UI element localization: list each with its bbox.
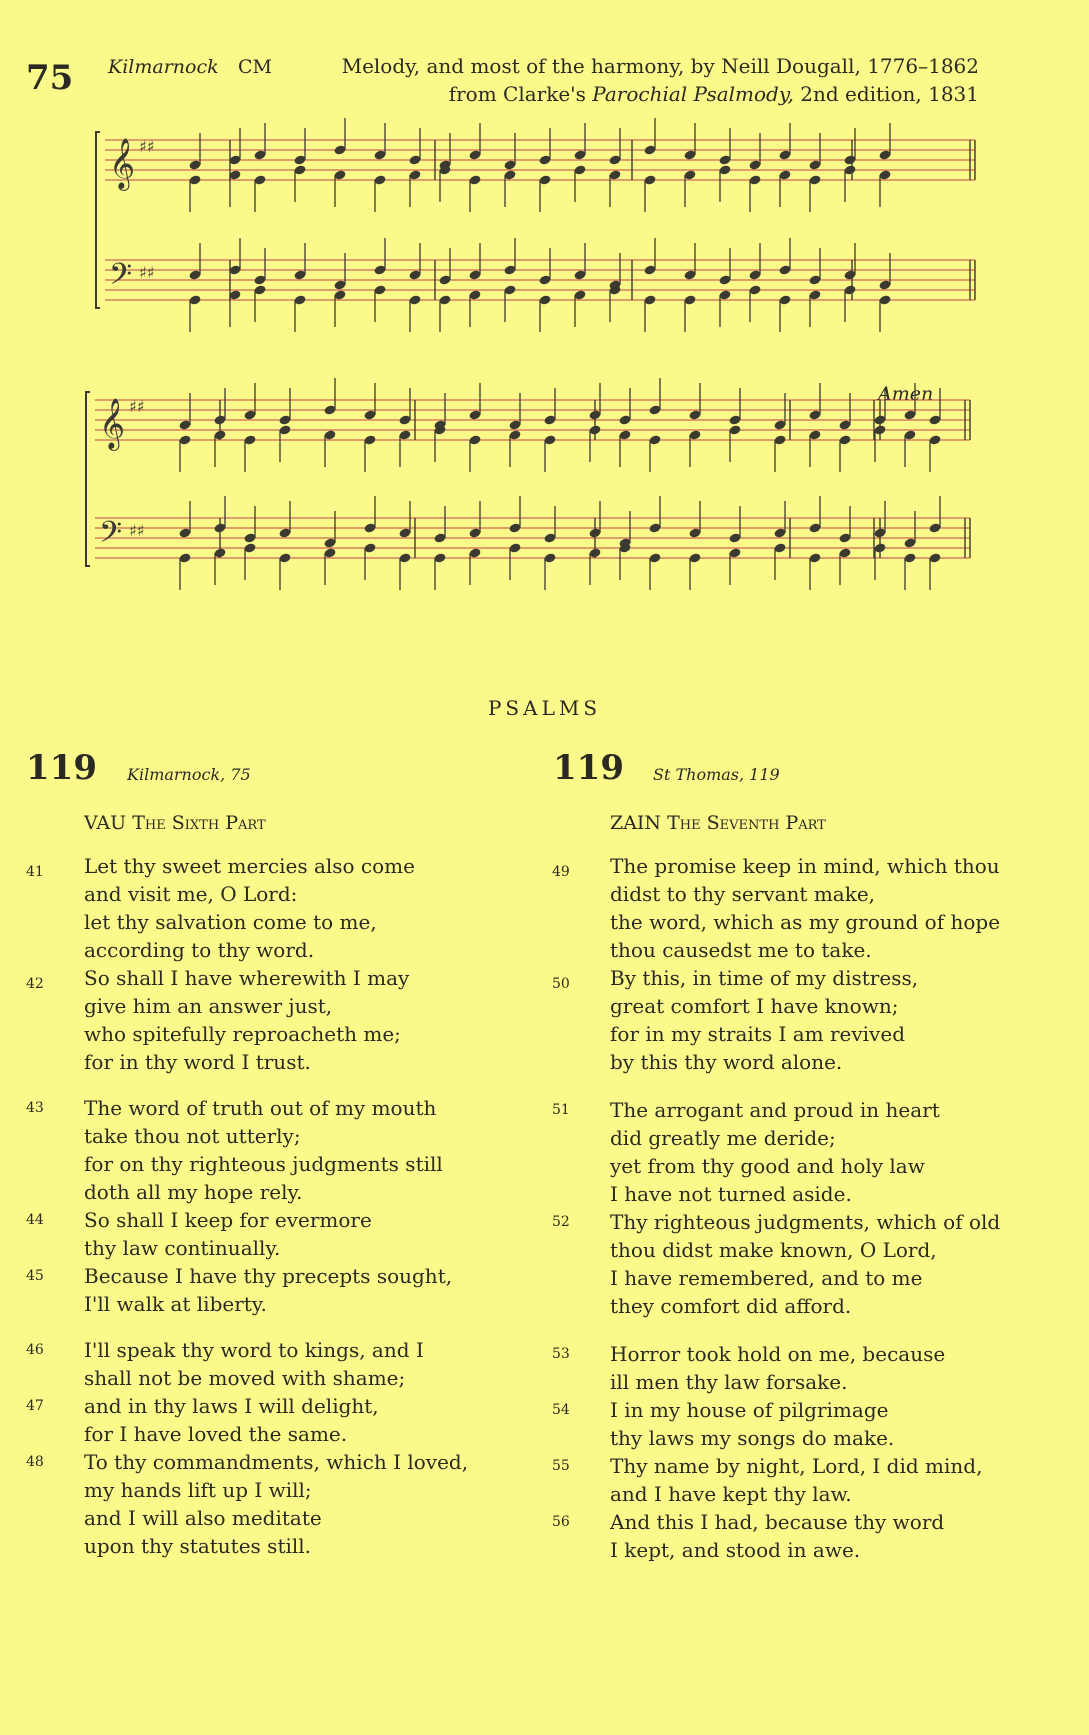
verse-line: did greatly me deride; (610, 1126, 836, 1150)
left-part-name: The Sixth Part (132, 812, 266, 834)
composer-credit: Melody, and most of the harmony, by Neill Dougall, 1776–1862 (341, 54, 979, 78)
verse-line: thou didst make known, O Lord, (610, 1238, 937, 1262)
verse-line: So shall I have wherewith I may (84, 966, 410, 990)
verse-number: 46 (26, 1342, 44, 1358)
verse-line: The arrogant and proud in heart (610, 1098, 940, 1122)
left-part-title (84, 812, 266, 834)
key-signature: ♯♯ (129, 397, 145, 416)
verse-line: take thou not utterly; (84, 1124, 301, 1148)
right-psalm-tune: St Thomas, 119 (653, 765, 780, 784)
source-from: from Clarke's (448, 82, 593, 106)
amen-label: Amen (878, 383, 934, 405)
verse-number: 44 (26, 1212, 44, 1228)
verse-line: and visit me, O Lord: (84, 882, 298, 906)
verse-line: thy law continually. (84, 1236, 281, 1260)
verse-number: 47 (26, 1398, 44, 1414)
verse-line: To thy commandments, which I loved, (84, 1450, 469, 1474)
verse-line: and I have kept thy law. (610, 1482, 852, 1506)
verse-number: 53 (552, 1346, 570, 1362)
verse-line: I'll speak thy word to kings, and I (84, 1338, 424, 1362)
verse-line: yet from thy good and holy law (610, 1154, 925, 1178)
right-part-title (610, 812, 826, 834)
verse-line: I have remembered, and to me (610, 1266, 923, 1290)
verse-line: Let thy sweet mercies also come (84, 854, 415, 878)
verse-line: give him an answer just, (84, 994, 333, 1018)
verse-line: ill men thy law forsake. (610, 1370, 848, 1394)
key-signature: ♯♯ (129, 521, 145, 540)
right-psalm-number: 119 (553, 748, 624, 788)
system-bracket (86, 392, 90, 566)
verse-line: By this, in time of my distress, (610, 966, 919, 990)
source-edition: 2nd edition, 1831 (793, 82, 979, 106)
verse-line: thy laws my songs do make. (610, 1426, 895, 1450)
verse-line: The promise keep in mind, which thou (610, 854, 1000, 878)
verse-line: the word, which as my ground of hope (610, 910, 1001, 934)
verse-number: 54 (552, 1402, 570, 1418)
verse-line: The word of truth out of my mouth (84, 1096, 437, 1120)
key-signature: ♯♯ (139, 137, 155, 156)
verse-line: thou causedst me to take. (610, 938, 872, 962)
music-score (0, 0, 1089, 640)
verse-line: according to thy word. (84, 938, 315, 962)
verse-line: shall not be moved with shame; (84, 1366, 406, 1390)
section-heading: PSALMS (487, 696, 602, 720)
verse-number: 49 (552, 864, 570, 880)
right-part-word: ZAIN (610, 812, 662, 834)
verse-line: upon thy statutes still. (84, 1534, 312, 1558)
key-signature: ♯♯ (139, 263, 155, 282)
verse-number: 43 (26, 1100, 44, 1116)
verse-line: great comfort I have known; (610, 994, 899, 1018)
verse-number: 45 (26, 1268, 44, 1284)
left-part-word: VAU (84, 812, 127, 834)
left-psalm-tune: Kilmarnock, 75 (127, 765, 251, 784)
right-part-name: The Seventh Part (667, 812, 826, 834)
verse-number: 41 (26, 864, 44, 880)
tune-name: Kilmarnock (108, 56, 219, 78)
verse-line: didst to thy servant make, (610, 882, 876, 906)
verse-line: who spitefully reproacheth me; (84, 1022, 401, 1046)
verse-line: my hands lift up I will; (84, 1478, 312, 1502)
verse-line: for I have loved the same. (84, 1422, 348, 1446)
verse-line: I'll walk at liberty. (84, 1292, 267, 1316)
verse-number: 56 (552, 1514, 570, 1530)
verse-line: for on thy righteous judgments still (84, 1152, 443, 1176)
verse-line: let thy salvation come to me, (84, 910, 377, 934)
tune-meter: CM (238, 56, 272, 78)
verse-line: Thy name by night, Lord, I did mind, (610, 1454, 983, 1478)
bass-clef: 𝄢 (99, 516, 123, 557)
verse-line: and I will also meditate (84, 1506, 322, 1530)
system-bracket (96, 132, 100, 308)
verse-line: I have not turned aside. (610, 1182, 852, 1206)
verse-line: Thy righteous judgments, which of old (610, 1210, 1001, 1234)
treble-clef: 𝄞 (109, 138, 136, 189)
verse-line: So shall I keep for evermore (84, 1208, 372, 1232)
verse-line: And this I had, because thy word (610, 1510, 945, 1534)
verse-line: by this thy word alone. (610, 1050, 843, 1074)
verse-line: doth all my hope rely. (84, 1180, 303, 1204)
verse-number: 50 (552, 976, 570, 992)
verse-line: for in my straits I am revived (610, 1022, 905, 1046)
hymn-number: 75 (26, 58, 74, 98)
source-book: Parochial Psalmody, (592, 82, 794, 106)
verse-line: I kept, and stood in awe. (610, 1538, 861, 1562)
verse-line: and in thy laws I will delight, (84, 1394, 379, 1418)
verse-number: 48 (26, 1454, 44, 1470)
left-psalm-number: 119 (26, 748, 97, 788)
verse-line: for in thy word I trust. (84, 1050, 311, 1074)
verse-number: 42 (26, 976, 44, 992)
verse-number: 51 (552, 1102, 570, 1118)
verse-line: Horror took hold on me, because (610, 1342, 946, 1366)
verse-line: I in my house of pilgrimage (610, 1398, 889, 1422)
verse-number: 52 (552, 1214, 570, 1230)
verse-line: Because I have thy precepts sought, (84, 1264, 453, 1288)
verse-number: 55 (552, 1458, 570, 1474)
verse-line: they comfort did afford. (610, 1294, 852, 1318)
bass-clef: 𝄢 (109, 258, 133, 299)
treble-clef: 𝄞 (99, 398, 126, 449)
